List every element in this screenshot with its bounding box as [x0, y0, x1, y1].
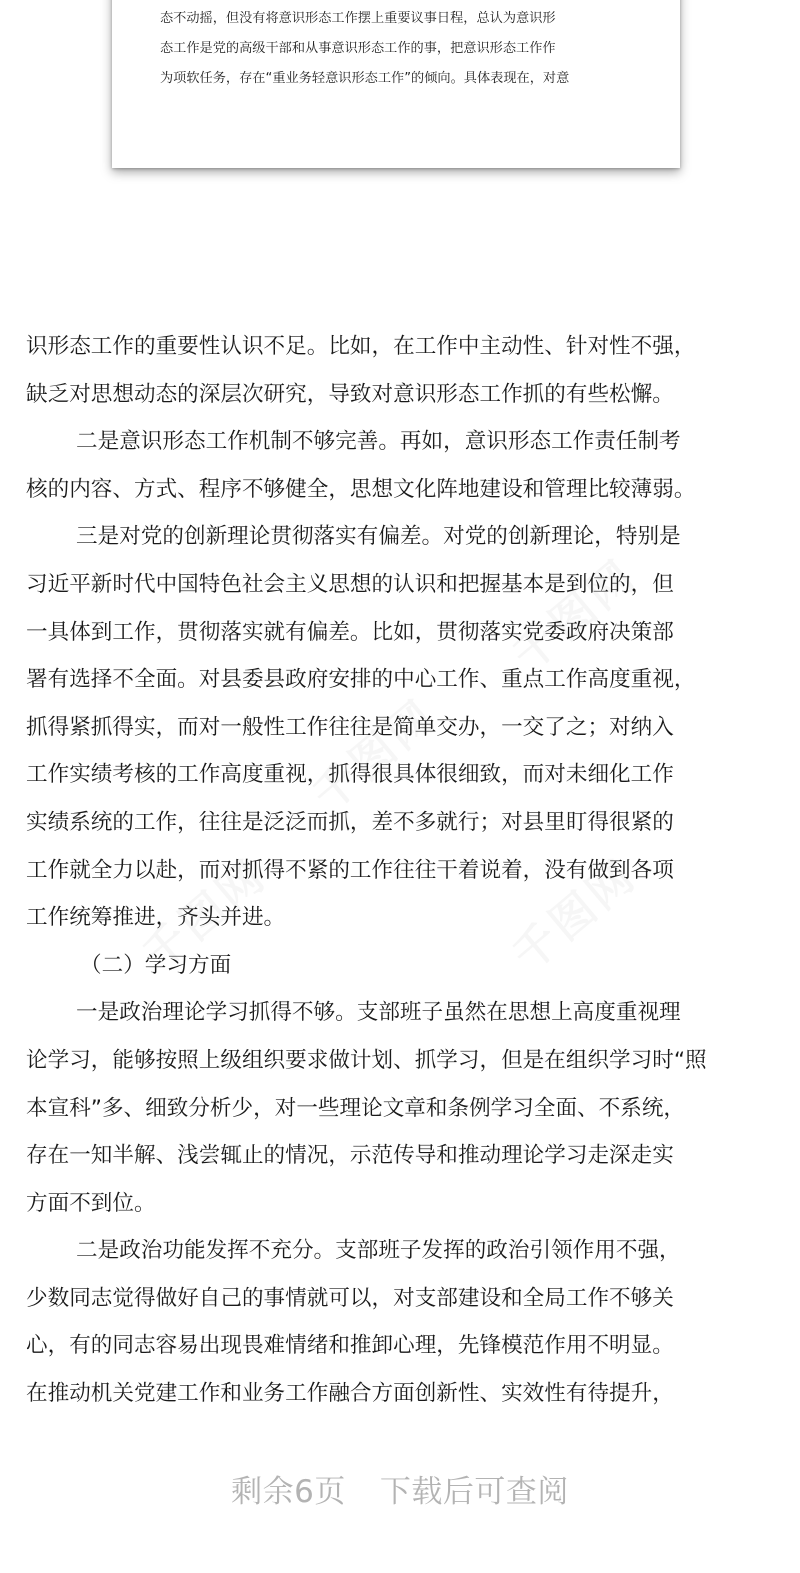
body-line: 少数同志觉得做好自己的事情就可以，对支部建设和全局工作不够关: [26, 1285, 674, 1311]
document-body: [26, 323, 776, 1418]
body-line: 工作统筹推进，齐头并进。: [26, 905, 286, 931]
download-to-view-text: 下载后可查阅: [379, 1474, 569, 1510]
body-line: 方面不到位。: [26, 1190, 156, 1216]
body-line: 在推动机关党建工作和业务工作融合方面创新性、实效性有待提升，: [26, 1381, 674, 1407]
body-line: 实绩系统的工作，往往是泛泛而抓，差不多就行；对县里盯得很紧的: [26, 809, 674, 835]
body-line: 一具体到工作，贯彻落实就有偏差。比如，贯彻落实党委政府决策部: [26, 619, 674, 645]
body-line: 论学习，能够按照上级组织要求做计划、抓学习，但是在组织学习时“照: [26, 1047, 707, 1073]
preview-page-card: [112, 0, 680, 168]
body-line: 一是政治理论学习抓得不够。支部班子虽然在思想上高度重视理: [76, 1000, 681, 1026]
body-line: 本宣科”多、细致分析少，对一些理论文章和条例学习全面、不系统，: [26, 1095, 686, 1121]
body-line: 心，有的同志容易出现畏难情绪和推卸心理，先锋模范作用不明显。: [26, 1333, 674, 1359]
body-line: 缺乏对思想动态的深层次研究，导致对意识形态工作抓的有些松懈。: [26, 381, 674, 407]
preview-line: 态工作是党的高级干部和从事意识形态工作的事，把意识形态工作作: [160, 41, 556, 56]
body-line: 识形态工作的重要性认识不足。比如，在工作中主动性、针对性不强，: [26, 334, 696, 359]
body-line: 抓得紧抓得实，而对一般性工作往往是简单交办，一交了之；对纳入: [26, 714, 674, 740]
remaining-pages-text: 剩余6页: [231, 1474, 346, 1510]
body-line: 三是对党的创新理论贯彻落实有偏差。对党的创新理论，特别是: [76, 524, 681, 550]
body-line: 存在一知半解、浅尝辄止的情况，示范传导和推动理论学习走深走实: [26, 1143, 674, 1169]
download-prompt[interactable]: [0, 1466, 800, 1511]
body-line: 习近平新时代中国特色社会主义思想的认识和把握基本是到位的，但: [26, 571, 674, 597]
preview-text: [160, 4, 640, 94]
body-line: 工作就全力以赴，而对抓得不紧的工作往往干着说着，没有做到各项: [26, 857, 674, 883]
body-line: 署有选择不全面。对县委县政府安排的中心工作、重点工作高度重视，: [26, 667, 696, 693]
body-line: 工作实绩考核的工作高度重视，抓得很具体很细致，而对未细化工作: [26, 762, 674, 788]
body-line: 二是意识形态工作机制不够完善。再如，意识形态工作责任制考: [76, 429, 681, 455]
section-heading: （二）学习方面: [80, 952, 232, 978]
body-line: 二是政治功能发挥不充分。支部班子发挥的政治引领作用不强，: [76, 1238, 681, 1264]
body-line: 核的内容、方式、程序不够健全，思想文化阵地建设和管理比较薄弱。: [26, 476, 696, 502]
preview-line: 态不动摇，但没有将意识形态工作摆上重要议事日程，总认为意识形: [160, 11, 556, 26]
preview-line: 为项软任务，存在“重业务轻意识形态工作”的倾向。具体表现在，对意: [160, 71, 570, 86]
